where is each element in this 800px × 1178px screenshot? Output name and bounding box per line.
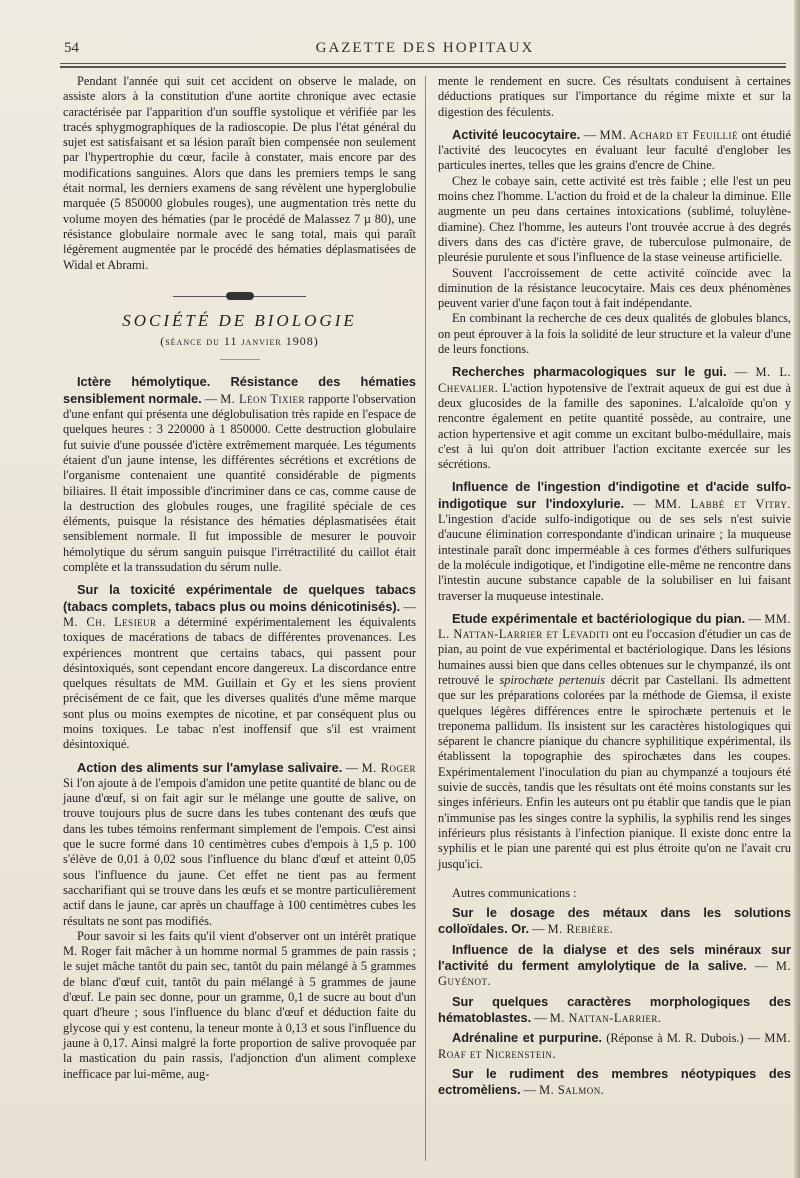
communication-item: Sur le dosage des métaux dans les solutions colloïdales. Or. — M. Rebière. <box>438 905 791 937</box>
page-number: 54 <box>64 40 79 56</box>
section-indigotine: Influence de l'ingestion d'indigotine et d'acide sulfo-indigotique sur l'indoxylurie. — MM. Labbé et Vitry. L'ingestion d'acide sulfo-indigotique ou de ses sels n'est suivie d'aucune élimination correspondante d'indican urinaire ; la muqueuse intestinale paraît donc imperméable à ces formes d'éthers sulfuriques de la molécule indigotique, et l'indigotine elle-même ne rencontre dans l'intestin aucune substance capable de la solubiliser en lui faisant traverser la muqueuse intestinale. <box>438 479 791 603</box>
section-title: Ictère hémolytique. Résistance des hématies sensiblement normale. <box>63 374 416 406</box>
communication-title: Sur quelques caractères morphologiques des hématoblastes. <box>438 993 791 1025</box>
section-ornament <box>63 291 416 301</box>
section-text: Si l'on ajoute à de l'empois d'amidon une petite quantité de blanc ou de jaune d'œuf, si on fait agir sur le mélange une goutte de salive, on trouve toujours plus de sucre dans les tubes contenant des œufs que dans les tubes témoins renfermant simplement de l'empois. C'est ainsi que le sucre formé dans 10 centimètres cubes d'empois à 1,5 p. 100 s'élève de 0,01 à 0,02 sous l'influence du blanc d'œuf et atteint 0,05 sous l'influence du jaune. Cet effet ne tient pas au ferment saccharifiant qui se trouve dans les œufs et se montre particulièrement actif dans le jaune, car après un chauffage à 100 centimètres cubes les résultats ne sont pas modifiés. <box>63 775 416 928</box>
header-rule <box>60 63 786 64</box>
carryover-paragraph: mente le rendement en sucre. Ces résultats conduisent à certaines déductions pratiques sur l'importance du régime mixte et sur la digestion des féculents. <box>438 74 791 119</box>
journal-title: GAZETTE DES HOPITAUX <box>315 40 535 56</box>
section-text: ont eu l'occasion d'étudier un cas de pian, au point de vue expérimental et bactériologique. Dans les lésions humaines aussi bien que dans celles obtenues sur le chympanzé, ils ont retrouvé le <box>438 627 792 687</box>
section-text: ont étudié l'activité des leucocytes en évaluant leur faculté d'englober les particules inertes, telles que les grains d'encre de Chine. <box>438 127 791 173</box>
binding-edge <box>794 0 800 1178</box>
section-text: L'ingestion d'acide sulfo-indigotique ou de ses sels n'est suivie d'aucune élimination correspondante d'indican urinaire ; la muqueuse intestinale paraît donc imperméable à ces formes d'éthers sulfuriques de la molécule indigotique, et l'indigotine elle-même ne rencontre dans l'intestin aucune substance capable de la solubiliser en lui faisant traverser la muqueuse intestinale. <box>438 512 791 603</box>
communication-title: Sur le dosage des métaux dans les solutions colloïdales. Or. <box>438 905 791 937</box>
small-rule <box>220 359 260 360</box>
section-author: M. Ch. Lesieur <box>63 614 157 629</box>
communication-item: Adrénaline et purpurine. (Réponse à M. R. Dubois.) — MM. Roaf et Nicrenstein. <box>438 1030 791 1061</box>
ornament-mark <box>226 292 254 300</box>
species-name: spirochæte pertenuis <box>499 672 606 687</box>
column-divider <box>425 76 426 1161</box>
section-text-continued: décrit par Castellani. Ils admettent que sur les préparations colorées par la méthode de Giemsa, il existe quelques légères différences entre le spirochæte pertenuis et le treponema pallidum. Ils insistent sur les caractères histologiques qui séparent le chancre pianique du chancre syphilitique expérimental, ils établissent la topographie des spirochætes dans les coupes. Expérimentalement l'inoculation du pian au chympanzé a toujours été suivie de succès, tandis que les résultats ont été moins constants sur les singes inférieurs. Enfin les auteurs ont pu établir que tandis que le pian n'immunise pas les singes contre la syphilis, la syphilis rend les singes inférieurs plus résistants à l'infection pianique. Il existe donc entre la syphilis et le pian une parenté qui est plus étroite qu'on ne l'avait cru jusqu'ici. <box>438 672 791 871</box>
section-author: M. Roger <box>361 760 416 775</box>
section-author: MM. Achard et Feuillié <box>599 127 739 142</box>
page-header <box>64 38 786 62</box>
section-author: MM. Labbé et Vitry. <box>654 496 791 511</box>
communication-author: M. Rebière. <box>547 922 614 937</box>
communication-author: MM. Roaf et Nicrenstein. <box>438 1031 791 1061</box>
paragraph: Souvent l'accroissement de cette activité coïncide avec la diminution de la résistance leucocytaire. Mais ces deux phénomènes peuvent varier d'une façon tout à fait indépendante. <box>438 265 791 311</box>
section-ictere: Ictère hémolytique. Résistance des hématies sensiblement normale. — M. Léon Tixier rapporte l'observation d'une enfant qui présenta une déglobulisation très rapide en l'espace de quelques heures : 3 220000 à 1 850000. Cette destruction globulaire fut suivie d'une poussée d'ictère extrêmement marquée. Les téguments étaient d'un jaune intense, les différentes sécrétions et excrétions de l'organisme contenaient une quantité considérable de pigments biliaires. Il était impossible d'incriminer dans ce cas, comme cause de la destruction des globules rouges, une fragilité spéciale de ces éléments, puisque la résistance des hématies déplasmatisées était sensiblement normale. Il fut impossible de mesurer le pouvoir hémolytique du sérum sanguin puisque l'irrétractilité du caillot était complète et la transsudation du sérum nulle. <box>63 374 416 575</box>
section-leucocytaire: Activité leucocytaire. — MM. Achard et Feuillié ont étudié l'activité des leucocytes en évaluant leur faculté d'englober les particules inertes, telles que les grains d'encre de Chine. <box>438 126 791 173</box>
section-text: rapporte l'observation d'une enfant qui présenta une déglobulisation très rapide en l'espace de quelques heures : 3 220000 à 1 850000. Cette destruction globulaire fut suivie d'une poussée d'ictère extrêmement marquée. Les téguments étaient d'un jaune intense, les différentes sécrétions et excrétions de l'organisme contenaient une quantité considérable de pigments biliaires. Il était impossible d'incriminer dans ce cas, comme cause de la destruction des globules rouges, une fragilité spéciale de ces éléments, puisque la résistance des hématies déplasmatisées était sensiblement normale. Il fut impossible de mesurer le pouvoir hémolytique du sérum sanguin puisque l'irrétractilité du caillot était complète et la transsudation du sérum nulle. <box>63 391 416 575</box>
society-title: SOCIÉTÉ DE BIOLOGIE <box>122 310 357 330</box>
section-title: Sur la toxicité expérimentale de quelques tabacs (tabacs complets, tabacs plus ou moins dénicotinisés). <box>63 582 416 614</box>
header-rule-double <box>60 66 786 68</box>
communication-item: Sur le rudiment des membres néotypiques des ectromèliens. — M. Salmon. <box>438 1065 791 1098</box>
communication-title: Adrénaline et purpurine. <box>452 1030 603 1046</box>
roger-continuation: Pour savoir si les faits qu'il vient d'observer ont un intérêt pratique M. Roger fait mâcher à un homme normal 5 grammes de pain rassis ; le sujet mâche tantôt du pain sec, tantôt du pain mélangé à 5 grammes de blanc d'œuf cuit, tantôt du pain mélangé à 5 grammes de jaune d'œuf. Le pain sec donne, pour un gramme, 0,1 de sucre au bout d'un quart d'heure ; sous l'influence du blanc d'œuf et déduction faite du glycose qui y est contenu, la teneur monte à 0,13 et sous l'influence du jaune à 0,17. Ainsi malgré la forte proportion de salive provoquée par la mastication du pain rassis, l'adjonction d'un aliment complexe inefficace par lui-même, aug- <box>63 928 416 1081</box>
section-text: a déterminé expérimentalement les équivalents toxiques de macérations de tabacs de différentes provenances. Les expériences montrent que certains tabacs, qui passent pour désintoxiqués, sont cependant encore dangereux. La discordance entre quelques résultats de MM. Guillain et Gy et les siens provient précisément de ce fait, que les diverses qualités d'une même marque sont plus ou moins exemptes de nicotine, et par conséquent plus ou moins toxiques. Le tabac n'est inoffensif que s'il est vraiment désintoxiqué. <box>63 614 416 752</box>
communication-author: M. Nattan-Larrier. <box>549 1010 662 1025</box>
communication-item: Influence de la dialyse et des sels minéraux sur l'activité du ferment amylolytique de la salive. — M. Guyénot. <box>438 941 791 989</box>
other-communications-label: Autres communications : <box>452 885 577 900</box>
section-title: Etude expérimentale et bactériologique du pian. <box>452 610 746 626</box>
section-tabacs: Sur la toxicité expérimentale de quelques tabacs (tabacs complets, tabacs plus ou moins dénicotinisés). — M. Ch. Lesieur a déterminé expérimentalement les équivalents toxiques de macérations de tabacs de différentes provenances. Les expériences montrent que certains tabacs, qui passent pour désintoxiqués, sont cependant encore dangereux. La discordance entre quelques résultats de MM. Guillain et Gy et les siens provient précisément de ce fait, que les diverses qualités d'une même marque sont plus ou moins exemptes de nicotine, et par conséquent plus ou moins toxiques. Le tabac n'est inoffensif que s'il est vraiment désintoxiqué. <box>63 582 416 752</box>
session-date: (séance du 11 janvier 1908) <box>160 334 319 349</box>
paragraph: Chez le cobaye sain, cette activité est très faible ; elle l'est un peu moins chez l'homme. L'action du froid et de la chaleur la diminue. Elle augmente un peu dans certaines intoxications (sublimé, toluylène-diamine). Chez l'homme, les auteurs l'ont trouvée accrue à des degrés divers dans des cas d'ictère grave, de tuberculose pulmonaire, de pleurésie purulente et sous l'influence de la stase veineuse artificielle. <box>438 173 791 265</box>
paragraph: En combinant la recherche de ces deux qualités de globules blancs, on peut éprouver à la fois la solidité de leur structure et la valeur d'une de leurs fonctions. <box>438 311 791 357</box>
communication-item: Sur quelques caractères morphologiques des hématoblastes. — M. Nattan-Larrier. <box>438 993 791 1025</box>
section-pian: Etude expérimentale et bactériologique du pian. — MM. L. Nattan-Larrier et Levaditi ont eu l'occasion d'étudier un cas de pian, au point de vue expérimental et bactériologique. Dans les lésions humaines aussi bien que dans celles obtenues sur le chympanzé, ils ont retrouvé le spirochæte pertenuis décrit par Castellani. Ils admettent que sur les préparations colorées par la méthode de Giemsa, il existe quelques légères différences entre le spirochæte pertenuis et le treponema pallidum. Ils insistent sur les caractères histologiques qui séparent le chancre pianique du chancre syphilitique expérimental, ils établissent la topographie des spirochætes dans les coupes. Expérimentalement l'inoculation du pian au chympanzé a toujours été suivie de succès, tandis que les résultats ont été moins constants sur les singes inférieurs. Enfin les auteurs ont pu établir que tandis que le pian n'immunise pas les singes contre la syphilis, la syphilis rend les singes inférieurs plus résistants à l'infection pianique. Il existe donc entre la syphilis et le pian une parenté qui est plus étroite qu'on ne l'avait cru jusqu'ici. <box>438 610 792 871</box>
section-title: Influence de l'ingestion d'indigotine et d'acide sulfo-indigotique sur l'indoxylurie. <box>438 479 791 511</box>
communication-title: Influence de la dialyse et des sels minéraux sur l'activité du ferment amylolytique de la salive. <box>438 941 791 974</box>
section-author: M. L. Chevalier. <box>438 365 791 395</box>
section-amylase: Action des aliments sur l'amylase salivaire. — M. Roger Si l'on ajoute à de l'empois d'amidon une petite quantité de blanc ou de jaune d'œuf, si on fait agir sur le mélange une goutte de salive, on trouve toujours plus de sucre dans les tubes contenant des œufs que dans les tubes témoins renfermant simplement de l'empois. C'est ainsi que le sucre formé dans 10 centimètres cubes d'empois à 1,5 p. 100 s'élève de 0,01 à 0,02 sous l'influence du blanc d'œuf et atteint 0,05 sous l'influence du jaune. Cet effet ne tient pas au ferment saccharifiant qui se trouve dans les œufs et se montre particulièrement actif dans le jaune, car après un chauffage à 100 centimètres cubes les résultats ne sont pas modifiés. <box>63 759 416 928</box>
section-gui: Recherches pharmacologiques sur le gui. — M. L. Chevalier. L'action hypotensive de l'extrait aqueux de gui est due à deux glucosides de la famille des saponines. L'alcaloïde qu'on y rencontre également en petite quantité possède, au contraire, une action hypertensive et agit comme un excitant bulbo-médullaire, mais c'est à lui qu'on doit attribuer l'action excitante exercée sur les sécrétions. <box>438 364 791 472</box>
communication-author: M. Guyénot. <box>438 959 791 989</box>
communication-note: (Réponse à M. R. Dubois.) <box>606 1031 744 1046</box>
section-author: MM. L. Nattan-Larrier et Levaditi <box>438 611 792 642</box>
right-column <box>438 74 791 1098</box>
communication-title: Sur le rudiment des membres néotypiques des ectromèliens. <box>438 1065 791 1098</box>
section-text: L'action hypotensive de l'extrait aqueux de gui est due à deux glucosides de la famille des saponines. L'alcaloïde qu'on y rencontre également en petite quantité possède, au contraire, une action hypertensive et agit comme un excitant bulbo-médullaire, mais c'est à lui qu'on doit attribuer l'action excitante exercée sur les sécrétions. <box>438 380 791 472</box>
section-title: Action des aliments sur l'amylase salivaire. <box>77 759 343 775</box>
intro-paragraph: Pendant l'année qui suit cet accident on observe le malade, on assiste alors à la constitution d'une aortite chronique avec ectasie caractérisée par l'apparition d'un souffle systolique et vérifiée par les tracés sphygmographiques de la radioscopie. De plus l'état général du sujet est satisfaisant et sa lésion paraît bien compensée non seulement par l'hypertrophie du cœur, facile à constater, mais encore par des modifications sanguines. Alors que dans les premiers temps le sang était normal, les derniers examens de sang révèlent une hyperglobulie marquée (5 850000 globules rouges), une augmentation très nette du volume moyen des hématies (par le procédé de Malassez 7 µ 80), une résistance globulaire normale avec le sang total, mais qui paraît légèrement augmentée par le procédé des hématies déplasmatisées de Widal et Abrami. <box>63 74 416 272</box>
section-author: M. Léon Tixier <box>220 391 306 406</box>
left-column <box>63 74 416 1082</box>
section-title: Recherches pharmacologiques sur le gui. <box>452 364 727 380</box>
section-title: Activité leucocytaire. <box>452 126 581 142</box>
communication-author: M. Salmon. <box>539 1083 605 1098</box>
